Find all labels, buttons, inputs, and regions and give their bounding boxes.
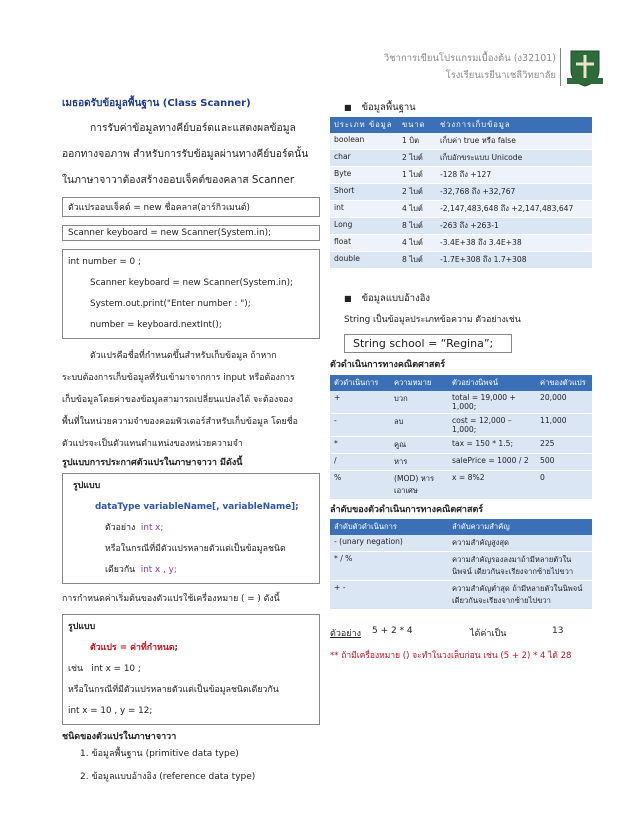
init-example-2: int x = 10 , y = 12; bbox=[68, 706, 153, 716]
table-row bbox=[330, 391, 592, 414]
column-header: ตัวดำเนินการ bbox=[330, 375, 390, 391]
table-cell: -2,147,483,648 ถึง +2,147,483,647 bbox=[436, 201, 592, 218]
page-header bbox=[384, 50, 556, 84]
section-title-scanner: เมธอดรับข้อมูลพื้นฐาน (Class Scanner) bbox=[62, 98, 251, 109]
table-row bbox=[330, 437, 592, 454]
table-cell: 1 ไบต์ bbox=[398, 167, 436, 184]
column-header: ช่วงการเก็บข้อมูล bbox=[436, 117, 592, 133]
declaration-format-box bbox=[62, 473, 320, 584]
table-cell: + bbox=[330, 391, 390, 414]
intro-line-1: การรับค่าข้อมูลทางคีย์บอร์ดและแสดงผลข้อมูล bbox=[90, 122, 296, 134]
intro-line-3: ในภาษาจาวาต้องสร้างออบเจ็คต์ของคลาส Scanner bbox=[62, 174, 295, 186]
table-cell: / bbox=[330, 454, 390, 471]
table-header-row bbox=[330, 519, 592, 535]
table-cell: - (unary negation) bbox=[330, 535, 448, 552]
bullet-primitive: ■ ข้อมูลพื้นฐาน bbox=[344, 100, 592, 115]
table-cell: Long bbox=[330, 218, 398, 235]
table-header-row bbox=[330, 375, 592, 391]
table-cell: double bbox=[330, 252, 398, 269]
table-row bbox=[330, 552, 592, 581]
format-label: รูปแบบ bbox=[68, 622, 96, 632]
declaration-example bbox=[73, 518, 314, 539]
table-cell: ความสำคัญสูงสุด bbox=[448, 535, 592, 552]
string-example-box: String school = “Regina”; bbox=[344, 334, 512, 353]
precedence-table bbox=[330, 519, 592, 610]
list-item: 1. ข้อมูลพื้นฐาน (primitive data type) bbox=[80, 749, 239, 759]
school-logo-icon bbox=[565, 48, 605, 88]
table-cell: ความสำคัญต่ำสุด ถ้ามีหลายตัวในนิพจน์ เดียวกันจะเรียงจากซ้ายไปขวา bbox=[448, 581, 592, 610]
table-cell: Short bbox=[330, 184, 398, 201]
code-line: System.out.print("Enter number : "); bbox=[90, 299, 251, 309]
init-format-box bbox=[62, 614, 320, 725]
variable-para-4: พื้นที่ในหน่วยความจำของคอมพิวเตอร์สำหรับเก็บข้อมูล โดยชื่อ bbox=[62, 417, 298, 427]
table-row bbox=[330, 167, 592, 184]
column-header: ตัวอย่างนิพจน์ bbox=[448, 375, 536, 391]
declaration-note: หรือในกรณีที่มีตัวแปรหลายตัวแต่เป็นข้อมูลชนิด bbox=[105, 544, 286, 554]
variable-para-5: ตัวแปรจะเป็นตัวแทนตำแหน่งของหน่วยความจำ bbox=[62, 439, 243, 449]
precedence-heading: ลำดับของตัวดำเนินการทางคณิตศาสตร์ bbox=[330, 505, 484, 515]
variable-para-1: ตัวแปรคือชื่อที่กำหนดขึ้นสำหรับเก็บข้อมูล ถ้าหาก bbox=[90, 351, 277, 361]
string-description: String เป็นข้อมูลประเภทข้อความ ตัวอย่างเช่น bbox=[344, 315, 521, 325]
table-cell: int bbox=[330, 201, 398, 218]
table-cell: 2 ไบต์ bbox=[398, 184, 436, 201]
table-cell: -263 ถึง +263-1 bbox=[436, 218, 592, 235]
left-column bbox=[62, 96, 320, 789]
table-cell: 20,000 bbox=[536, 391, 592, 414]
example-line bbox=[330, 626, 592, 640]
init-example bbox=[68, 659, 314, 680]
syntax-box-object: ตัวแปรออบเจ็คต์ = new ชื่อคลาส(อาร์กิวเมนต์) bbox=[62, 197, 320, 217]
table-cell: 8 ไบต์ bbox=[398, 252, 436, 269]
table-cell: -1.7E+308 ถึง 1.7+308 bbox=[436, 252, 592, 269]
table-cell: float bbox=[330, 235, 398, 252]
result-label: ได้ค่าเป็น bbox=[470, 629, 507, 639]
column-header: ลำดับความสำคัญ bbox=[448, 519, 592, 535]
example-code: int x; bbox=[140, 523, 164, 533]
table-cell: + - bbox=[330, 581, 448, 610]
table-cell: cost = 12,000 – 1,000; bbox=[448, 414, 536, 437]
operators-heading: ตัวดำเนินการทางคณิตศาสตร์ bbox=[330, 360, 446, 370]
table-cell: salePrice = 1000 / 2 bbox=[448, 454, 536, 471]
code-line: int number = 0 ; bbox=[68, 257, 141, 267]
table-cell: -3.4E+38 ถึง 3.4E+38 bbox=[436, 235, 592, 252]
table-row bbox=[330, 252, 592, 269]
code-line: number = keyboard.nextInt(); bbox=[90, 320, 222, 330]
bullet-reference: ■ ข้อมูลแบบอ้างอิง bbox=[344, 291, 592, 306]
table-cell: Byte bbox=[330, 167, 398, 184]
table-cell: boolean bbox=[330, 133, 398, 150]
table-row bbox=[330, 201, 592, 218]
syntax-box-scanner: Scanner keyboard = new Scanner(System.in); bbox=[62, 225, 320, 241]
table-row bbox=[330, 184, 592, 201]
table-row bbox=[330, 454, 592, 471]
table-header-row bbox=[330, 117, 592, 133]
course-title: วิชาการเขียนโปรแกรมเบื้องต้น (ง32101) bbox=[383, 53, 556, 64]
code-line: Scanner keyboard = new Scanner(System.in); bbox=[90, 278, 293, 288]
table-cell: * / % bbox=[330, 552, 448, 581]
table-cell: - bbox=[330, 414, 390, 437]
table-cell: x = 8%2 bbox=[448, 471, 536, 500]
primitive-types-table bbox=[330, 117, 592, 269]
example-code: int x = 10 ; bbox=[91, 664, 141, 674]
intro-line-2: ออกทางจอภาพ สำหรับการรับข้อมูลผ่านทางคีย์บอร์ดนั้น bbox=[62, 148, 309, 160]
table-cell: -128 ถึง +127 bbox=[436, 167, 592, 184]
example-label: เช่น bbox=[68, 664, 83, 674]
table-cell: 4 ไบต์ bbox=[398, 201, 436, 218]
same-type-code: int x , y; bbox=[140, 565, 177, 575]
example-label: ตัวอย่าง bbox=[330, 629, 362, 639]
same-type-label: เดียวกัน bbox=[105, 565, 136, 575]
code-example-box bbox=[62, 249, 320, 339]
declaration-heading: รูปแบบการประกาศตัวแปรในภาษาจาวา มีดังนี้ bbox=[62, 458, 243, 468]
column-header: ประเภท ข้อมูล bbox=[330, 117, 398, 133]
header-divider bbox=[560, 48, 561, 86]
declaration-syntax: dataType variableName[, variableName]; bbox=[95, 502, 299, 512]
table-row bbox=[330, 414, 592, 437]
table-cell: คูณ bbox=[390, 437, 448, 454]
column-header: ขนาด bbox=[398, 117, 436, 133]
table-row bbox=[330, 471, 592, 500]
table-cell: total = 19,000 + 1,000; bbox=[448, 391, 536, 414]
table-cell: บวก bbox=[390, 391, 448, 414]
operators-table bbox=[330, 375, 592, 500]
format-label: รูปแบบ bbox=[73, 481, 101, 491]
types-heading: ชนิดของตัวแปรในภาษาจาวา bbox=[62, 732, 177, 742]
table-cell: 225 bbox=[536, 437, 592, 454]
table-row bbox=[330, 535, 592, 552]
table-row bbox=[330, 235, 592, 252]
declaration-same-type bbox=[73, 560, 314, 581]
table-cell: char bbox=[330, 150, 398, 167]
result-value: 13 bbox=[552, 626, 564, 636]
right-column bbox=[330, 96, 592, 662]
school-name: โรงเรียนเรยีนาเชลีวิทยาลัย bbox=[445, 70, 556, 81]
table-cell: หาร bbox=[390, 454, 448, 471]
table-cell: * bbox=[330, 437, 390, 454]
table-row bbox=[330, 150, 592, 167]
table-cell: 4 ไบต์ bbox=[398, 235, 436, 252]
table-cell: 11,000 bbox=[536, 414, 592, 437]
table-cell: เก็บอักขระแบบ Unicode bbox=[436, 150, 592, 167]
table-cell: ลบ bbox=[390, 414, 448, 437]
table-row bbox=[330, 581, 592, 610]
column-header: ลำดับตัวดำเนินการ bbox=[330, 519, 448, 535]
init-syntax: ตัวแปร = ค่าที่กำหนด; bbox=[90, 643, 179, 653]
table-cell: 8 ไบต์ bbox=[398, 218, 436, 235]
table-cell: 500 bbox=[536, 454, 592, 471]
init-para: การกำหนดค่าเริ่มต้นของตัวแปรใช้เครื่องหมาย ( = ) ดังนี้ bbox=[62, 594, 280, 604]
example-label: ตัวอย่าง bbox=[105, 523, 136, 533]
column-header: ค่าของตัวแปร bbox=[536, 375, 592, 391]
table-cell: % bbox=[330, 471, 390, 500]
variable-para-3: เก็บข้อมูลโดยค่าของข้อมูลสามารถเปลี่ยนแปลงได้ จะต้องจอง bbox=[62, 395, 293, 405]
table-cell: -32,768 ถึง +32,767 bbox=[436, 184, 592, 201]
parentheses-note: ** ถ้ามีเครื่องหมาย () จะทำในวงเล็บก่อน เช่น (5 + 2) * 4 ได้ 28 bbox=[330, 651, 572, 661]
table-cell: tax = 150 * 1.5; bbox=[448, 437, 536, 454]
table-cell: 1 บิต bbox=[398, 133, 436, 150]
example-expression: 5 + 2 * 4 bbox=[372, 626, 413, 636]
init-note: หรือในกรณีที่มีตัวแปรหลายตัวแต่เป็นข้อมูลชนิดเดียวกัน bbox=[68, 685, 279, 695]
table-row bbox=[330, 218, 592, 235]
table-cell: 2 ไบต์ bbox=[398, 150, 436, 167]
variable-para-2: ระบบต้องการเก็บข้อมูลที่รับเข้ามาจากการ input หรือต้องการ bbox=[62, 373, 295, 383]
table-cell: ความสำคัญรองลงมาถ้ามีหลายตัวในนิพจน์ เดียวกันจะเรียงจากซ้ายไปขวา bbox=[448, 552, 592, 581]
table-cell: 0 bbox=[536, 471, 592, 500]
table-cell: เก็บค่า true หรือ false bbox=[436, 133, 592, 150]
list-item: 2. ข้อมูลแบบอ้างอิง (reference data type) bbox=[80, 772, 256, 782]
column-header: ความหมาย bbox=[390, 375, 448, 391]
table-row bbox=[330, 133, 592, 150]
table-cell: (MOD) หาร เอาเศษ bbox=[390, 471, 448, 500]
types-list bbox=[62, 743, 320, 789]
